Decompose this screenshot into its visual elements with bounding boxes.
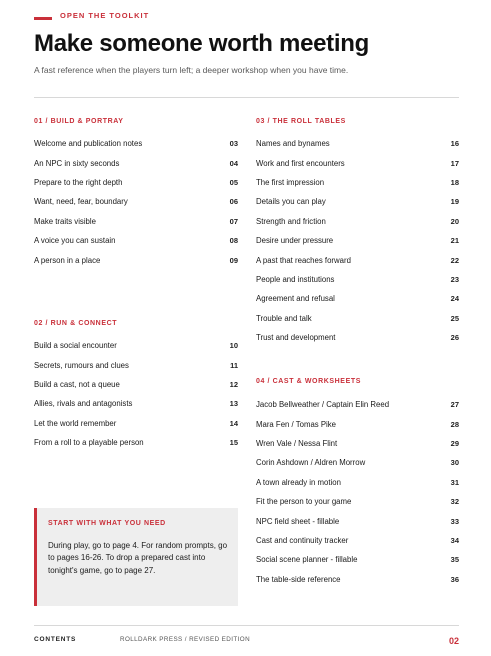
callout-body: During play, go to page 4. For random prompts, go to pages 16-26. To drop a prepared cast into tonight's game, go to page 27. bbox=[48, 541, 228, 575]
toc-entry-page: 03 bbox=[229, 139, 238, 149]
toc-entry-label: The table-side reference bbox=[256, 574, 341, 584]
toc-entry-label: Jacob Bellweather / Captain Elin Reed bbox=[256, 400, 390, 410]
toc-entry-label: Social scene planner - fillable bbox=[256, 555, 358, 565]
kicker-accent-bar bbox=[34, 17, 52, 20]
toc-entry-label: Want, need, fear, boundary bbox=[34, 197, 128, 207]
toc-entry[interactable] bbox=[256, 453, 459, 472]
toc-list-roll-tables bbox=[256, 134, 459, 347]
toc-entry-label: Build a social encounter bbox=[34, 341, 117, 351]
toc-entry-label: A past that reaches forward bbox=[256, 255, 351, 265]
toc-entry[interactable] bbox=[256, 309, 459, 328]
section-heading-run-connect: 02 / RUN & CONNECT bbox=[34, 320, 118, 327]
toc-entry[interactable] bbox=[256, 231, 459, 250]
toc-entry-label: Build a cast, not a queue bbox=[34, 379, 120, 389]
toc-entry-label: Allies, rivals and antagonists bbox=[34, 399, 133, 409]
toc-entry[interactable] bbox=[256, 328, 459, 347]
toc-entry[interactable] bbox=[256, 395, 459, 414]
start-here-callout bbox=[34, 508, 238, 606]
toc-entry[interactable] bbox=[256, 134, 459, 153]
toc-entry[interactable] bbox=[34, 250, 238, 269]
toc-entry[interactable] bbox=[34, 231, 238, 250]
toc-entry-page: 34 bbox=[450, 535, 459, 545]
toc-entry-page: 20 bbox=[450, 216, 459, 226]
toc-entry-page: 17 bbox=[450, 158, 459, 168]
toc-entry[interactable] bbox=[256, 250, 459, 269]
toc-entry-label: Strength and friction bbox=[256, 216, 326, 226]
toc-entry-page: 22 bbox=[450, 255, 459, 265]
toc-entry[interactable] bbox=[34, 355, 238, 374]
toc-entry-label: Trouble and talk bbox=[256, 313, 312, 323]
toc-list-build-portray bbox=[34, 134, 238, 270]
toc-entry-page: 36 bbox=[450, 574, 459, 584]
toc-entry-label: Names and bynames bbox=[256, 139, 330, 149]
toc-entry[interactable] bbox=[34, 134, 238, 153]
toc-entry-page: 31 bbox=[450, 477, 459, 487]
toc-entry-label: People and institutions bbox=[256, 274, 335, 284]
toc-entry-label: Desire under pressure bbox=[256, 236, 334, 246]
toc-entry[interactable] bbox=[256, 570, 459, 589]
toc-entry-label: Details you can play bbox=[256, 197, 326, 207]
toc-entry[interactable] bbox=[256, 434, 459, 453]
toc-entry-label: Work and first encounters bbox=[256, 158, 345, 168]
toc-entry-page: 11 bbox=[230, 360, 238, 370]
toc-entry[interactable] bbox=[256, 473, 459, 492]
toc-entry[interactable] bbox=[256, 550, 459, 569]
toc-entry-page: 07 bbox=[229, 216, 238, 226]
toc-entry-page: 10 bbox=[229, 341, 238, 351]
toc-entry[interactable] bbox=[34, 173, 238, 192]
callout-accent-bar bbox=[34, 508, 37, 606]
toc-entry-label: Mara Fen / Tomas Pike bbox=[256, 419, 337, 429]
toc-entry[interactable] bbox=[256, 173, 459, 192]
toc-entry[interactable] bbox=[256, 192, 459, 211]
toc-entry-page: 13 bbox=[229, 399, 238, 409]
toc-entry-label: Prepare to the right depth bbox=[34, 177, 123, 187]
toc-entry-page: 35 bbox=[450, 555, 459, 565]
toc-entry[interactable] bbox=[256, 511, 459, 530]
toc-entry-page: 24 bbox=[450, 294, 459, 304]
toc-entry[interactable] bbox=[256, 153, 459, 172]
page-subtitle: A fast reference when the players turn left; a deeper workshop when you have time. bbox=[34, 65, 349, 75]
toc-entry-label: Let the world remember bbox=[34, 418, 117, 428]
toc-entry-page: 26 bbox=[450, 333, 459, 343]
toc-entry-page: 19 bbox=[450, 197, 459, 207]
toc-entry-page: 27 bbox=[450, 400, 459, 410]
toc-entry[interactable] bbox=[256, 270, 459, 289]
page-number: 02 bbox=[448, 636, 459, 646]
toc-entry-page: 33 bbox=[450, 516, 459, 526]
toc-entry-label: A voice you can sustain bbox=[34, 236, 116, 246]
kicker-label: OPEN THE TOOLKIT bbox=[60, 11, 150, 20]
toc-entry-label: An NPC in sixty seconds bbox=[34, 158, 120, 168]
toc-entry[interactable] bbox=[256, 414, 459, 433]
toc-entry-page: 08 bbox=[229, 236, 238, 246]
toc-entry-label: Welcome and publication notes bbox=[34, 139, 143, 149]
footer-section-label: CONTENTS bbox=[34, 636, 77, 643]
header-divider bbox=[34, 97, 459, 98]
toc-entry-page: 05 bbox=[229, 177, 238, 187]
toc-entry[interactable] bbox=[34, 212, 238, 231]
toc-entry-page: 04 bbox=[229, 158, 238, 168]
toc-entry-page: 09 bbox=[229, 255, 238, 265]
toc-list-run-connect bbox=[34, 336, 238, 452]
toc-entry[interactable] bbox=[34, 375, 238, 394]
toc-entry[interactable] bbox=[256, 289, 459, 308]
toc-entry-label: Cast and continuity tracker bbox=[256, 535, 349, 545]
section-heading-cast-worksheets: 04 / CAST & WORKSHEETS bbox=[256, 378, 361, 385]
toc-entry-page: 28 bbox=[450, 419, 459, 429]
toc-entry-page: 16 bbox=[450, 139, 459, 149]
toc-entry-label: Trust and development bbox=[256, 333, 336, 343]
toc-entry-page: 06 bbox=[229, 197, 238, 207]
toc-entry[interactable] bbox=[34, 433, 238, 452]
toc-entry-page: 12 bbox=[229, 379, 238, 389]
toc-entry[interactable] bbox=[256, 531, 459, 550]
toc-entry-label: Agreement and refusal bbox=[256, 294, 335, 304]
toc-entry-page: 30 bbox=[450, 458, 459, 468]
toc-entry[interactable] bbox=[256, 212, 459, 231]
section-heading-roll-tables: 03 / THE ROLL TABLES bbox=[256, 118, 346, 125]
toc-entry-label: NPC field sheet - fillable bbox=[256, 516, 340, 526]
toc-entry[interactable] bbox=[34, 394, 238, 413]
toc-entry-page: 25 bbox=[450, 313, 459, 323]
footer-divider bbox=[34, 625, 459, 626]
toc-entry-page: 21 bbox=[450, 236, 459, 246]
footer-publisher: ROLLDARK PRESS / REVISED EDITION bbox=[120, 636, 251, 643]
toc-entry-page: 32 bbox=[450, 497, 459, 507]
toc-entry-page: 29 bbox=[450, 438, 459, 448]
toc-entry-label: The first impression bbox=[256, 177, 325, 187]
section-heading-build-portray: 01 / BUILD & PORTRAY bbox=[34, 118, 124, 125]
toc-entry-label: Fit the person to your game bbox=[256, 497, 352, 507]
page-title: Make someone worth meeting bbox=[34, 30, 369, 57]
toc-entry[interactable] bbox=[256, 492, 459, 511]
callout-heading: START WITH WHAT YOU NEED bbox=[48, 520, 166, 527]
toc-entry-label: From a roll to a playable person bbox=[34, 438, 144, 448]
toc-entry-page: 23 bbox=[450, 274, 459, 284]
toc-entry[interactable] bbox=[34, 153, 238, 172]
toc-entry-label: Wren Vale / Nessa Flint bbox=[256, 438, 338, 448]
toc-entry[interactable] bbox=[34, 414, 238, 433]
toc-entry-page: 18 bbox=[450, 177, 459, 187]
toc-list-cast-worksheets bbox=[256, 395, 459, 589]
toc-entry-label: A person in a place bbox=[34, 255, 101, 265]
toc-entry-label: Make traits visible bbox=[34, 216, 96, 226]
toc-entry[interactable] bbox=[34, 192, 238, 211]
toc-entry-label: Secrets, rumours and clues bbox=[34, 360, 129, 370]
toc-entry-label: Corin Ashdown / Aldren Morrow bbox=[256, 458, 366, 468]
toc-entry[interactable] bbox=[34, 336, 238, 355]
toc-entry-page: 15 bbox=[229, 438, 238, 448]
toc-entry-page: 14 bbox=[229, 418, 238, 428]
toc-entry-label: A town already in motion bbox=[256, 477, 341, 487]
